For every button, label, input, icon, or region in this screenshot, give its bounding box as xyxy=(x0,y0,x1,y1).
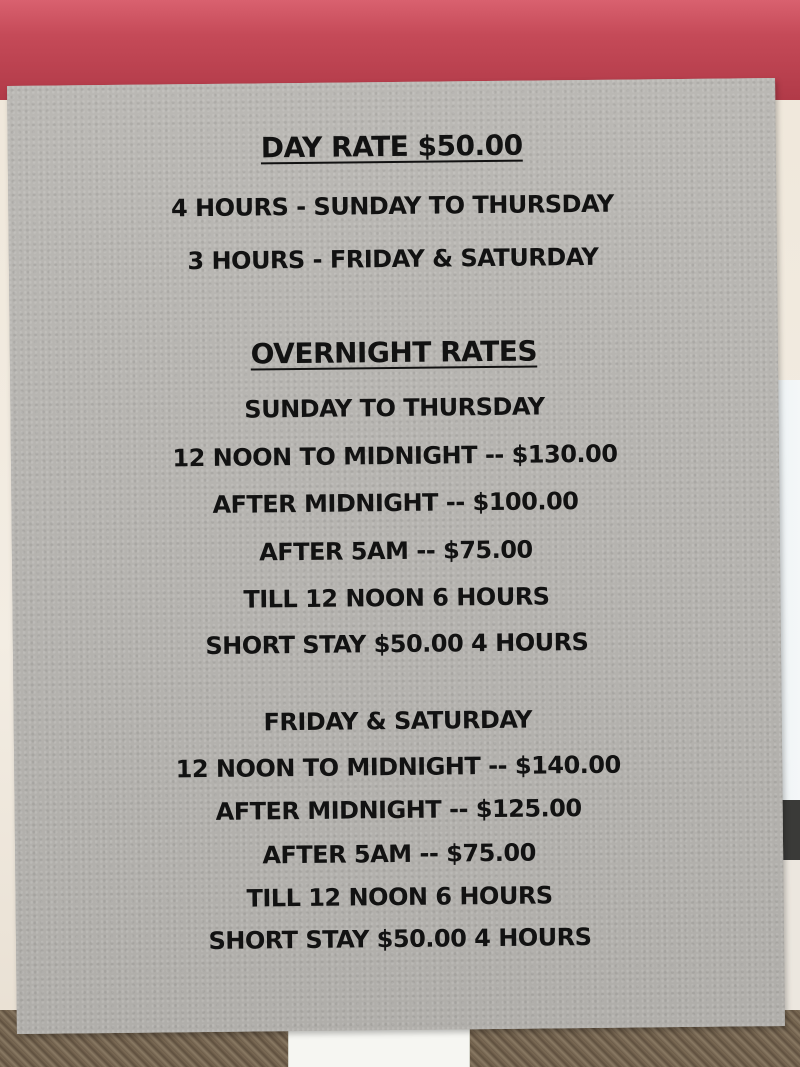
weekend-line-2: AFTER MIDNIGHT -- $125.00 xyxy=(215,794,582,826)
weekend-line-1: 12 NOON TO MIDNIGHT -- $140.00 xyxy=(175,750,621,784)
rate-sign-paper xyxy=(7,78,785,1034)
weekday-line-3: AFTER 5AM -- $75.00 xyxy=(259,535,533,567)
overnight-heading: OVERNIGHT RATES xyxy=(250,334,538,371)
weekday-line-4: TILL 12 NOON 6 HOURS xyxy=(243,582,550,614)
weekend-line-3: AFTER 5AM -- $75.00 xyxy=(262,838,536,870)
day-rate-line-2: 3 HOURS - FRIDAY & SATURDAY xyxy=(187,242,599,276)
weekday-title: SUNDAY TO THURSDAY xyxy=(244,392,545,424)
weekday-line-5: SHORT STAY $50.00 4 HOURS xyxy=(205,627,589,660)
day-rate-line-1: 4 HOURS - SUNDAY TO THURSDAY xyxy=(170,189,614,223)
weekend-line-4: TILL 12 NOON 6 HOURS xyxy=(246,881,553,913)
weekday-line-1: 12 NOON TO MIDNIGHT -- $130.00 xyxy=(172,439,618,473)
weekday-line-2: AFTER MIDNIGHT -- $100.00 xyxy=(212,487,579,519)
day-rate-heading: DAY RATE $50.00 xyxy=(260,128,523,165)
weekend-line-5: SHORT STAY $50.00 4 HOURS xyxy=(208,922,592,955)
weekend-title: FRIDAY & SATURDAY xyxy=(263,705,533,737)
